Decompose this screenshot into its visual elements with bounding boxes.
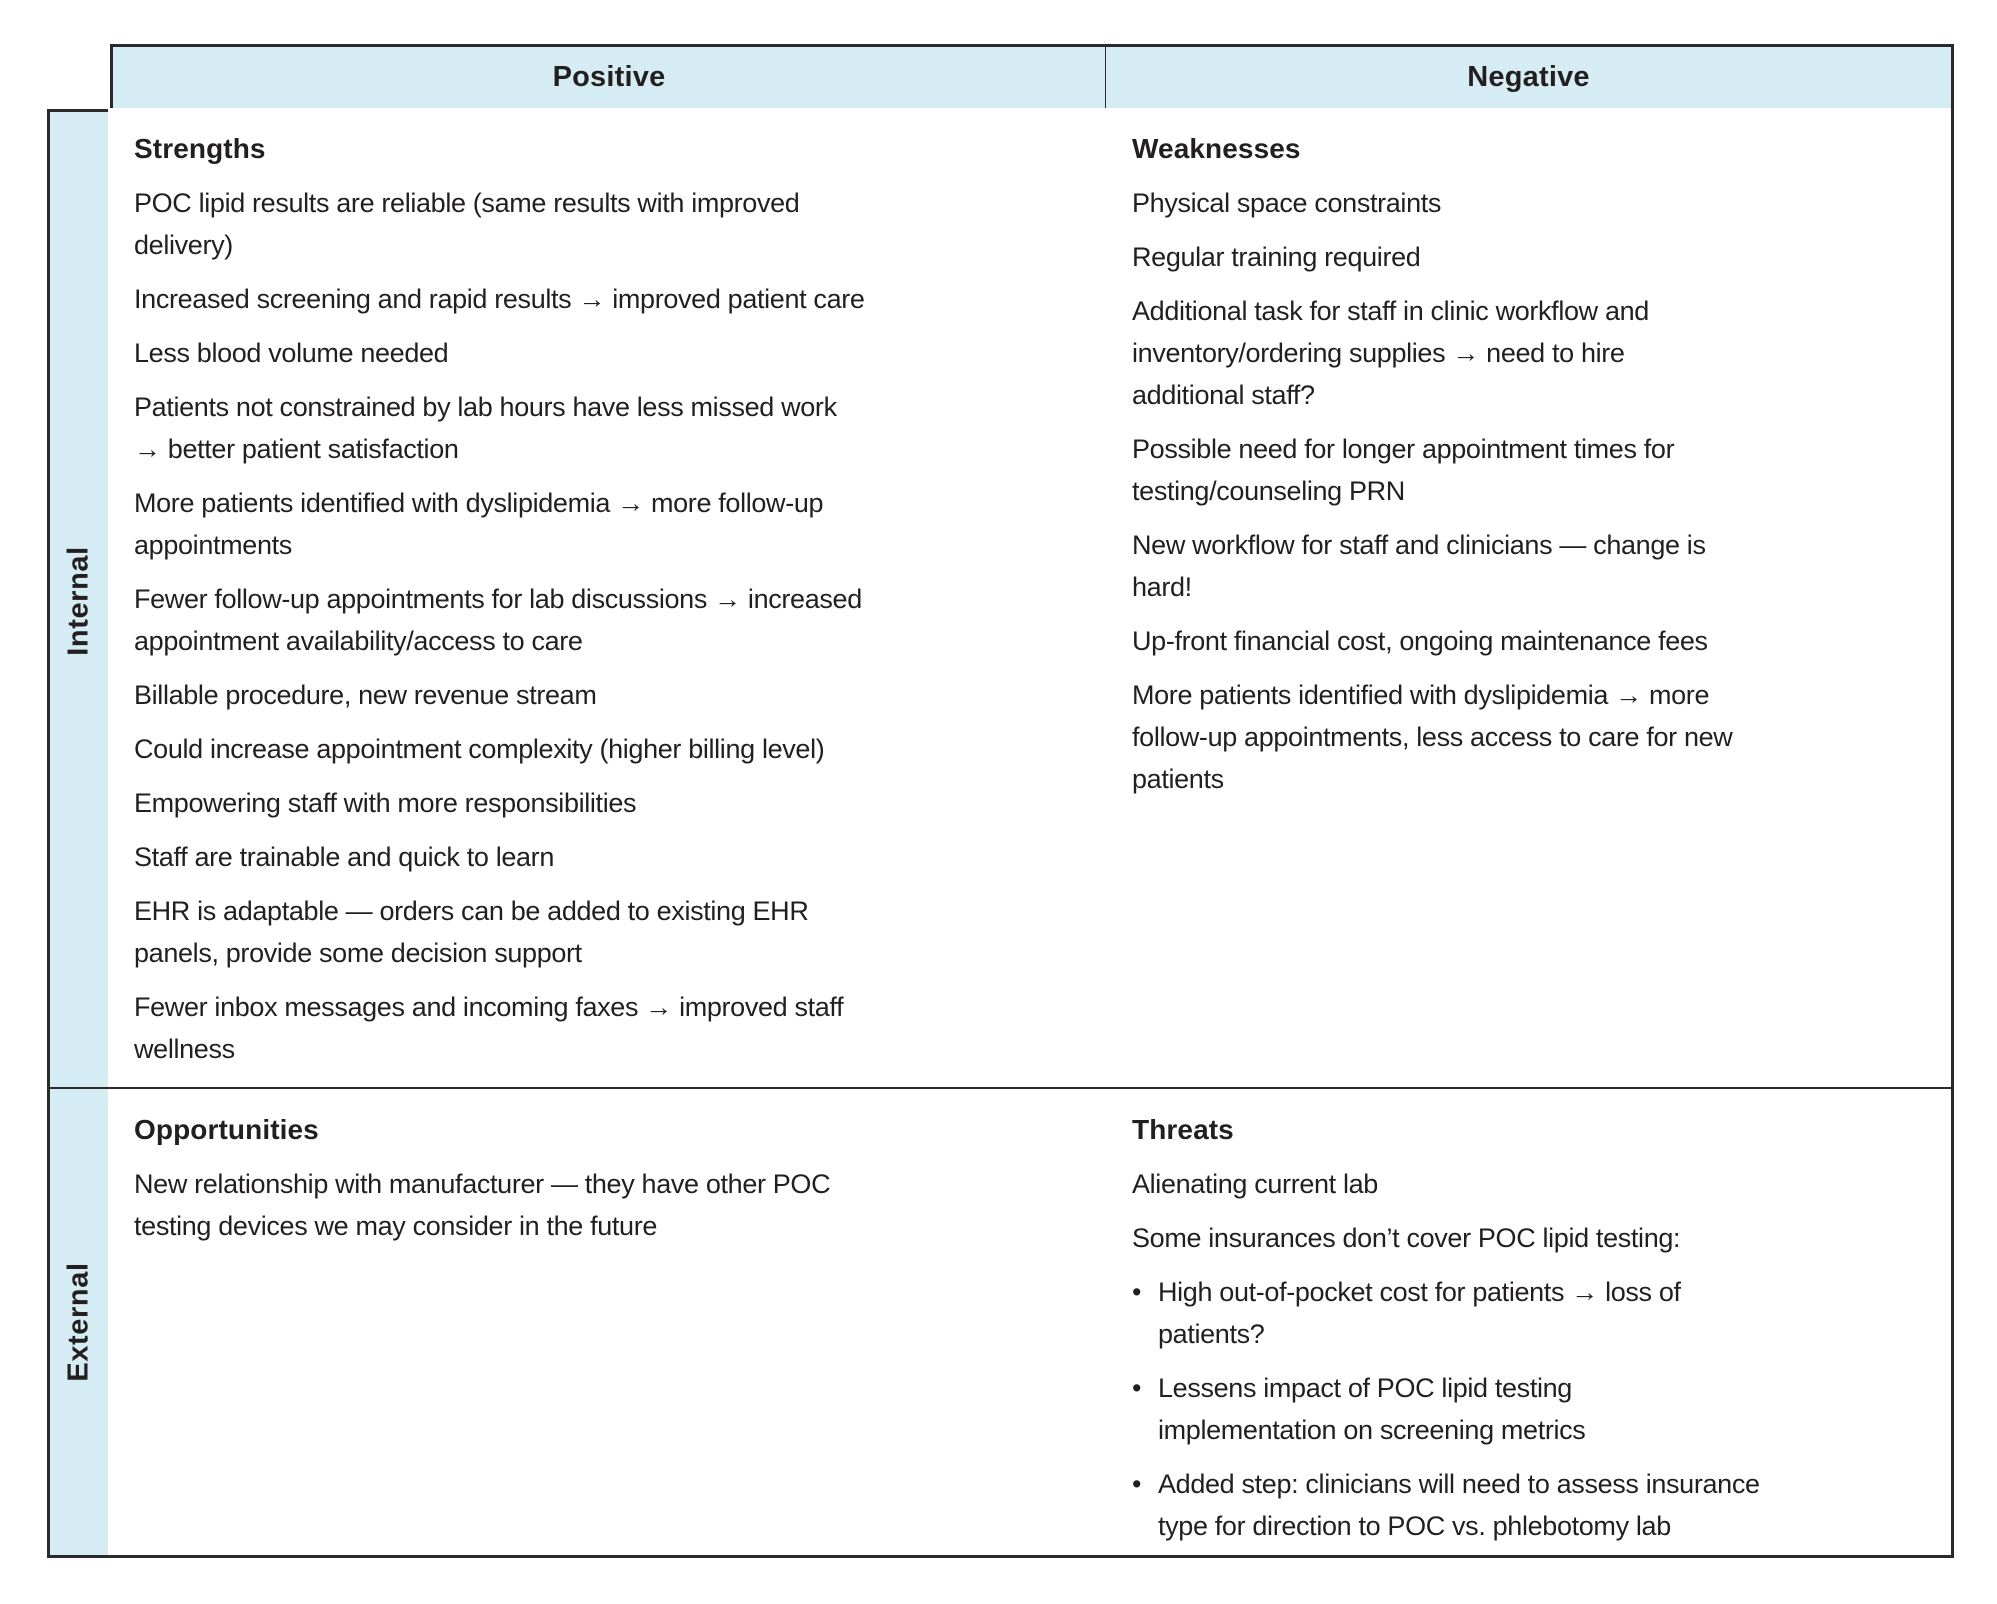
list-item-line: New workflow for staff and clinicians — change is (1132, 530, 1706, 560)
list-item-line: Up-front financial cost, ongoing maintenance fees (1132, 626, 1708, 656)
list-item (1132, 1163, 1939, 1205)
column-header-positive (110, 44, 1107, 111)
column-header-negative (1106, 44, 1954, 111)
list-item-line: New relationship with manufacturer — they have other POC (134, 1169, 831, 1199)
list-item-line: More patients identified with dyslipidemia → more follow-up (134, 488, 824, 518)
list-item-line: panels, provide some decision support (134, 938, 582, 968)
list-item (134, 332, 1094, 374)
list-item (134, 1163, 1094, 1247)
list-item (134, 782, 1094, 824)
list-item-line: wellness (134, 1034, 235, 1064)
list-item (1132, 1217, 1939, 1259)
list-item (1132, 674, 1939, 800)
list-item-line: follow-up appointments, less access to care for new (1132, 722, 1733, 752)
list-item-line: implementation on screening metrics (1158, 1415, 1586, 1445)
bullet-list-item (1132, 1463, 1939, 1547)
list-item-line: Less blood volume needed (134, 338, 449, 368)
list-item-line: EHR is adaptable — orders can be added to existing EHR (134, 896, 809, 926)
weaknesses-quadrant (1106, 108, 1954, 1089)
list-item-line: Additional task for staff in clinic workflow and (1132, 296, 1649, 326)
threats-title: Threats (1132, 1114, 1234, 1145)
list-item-line: patients? (1158, 1319, 1265, 1349)
threats-list (1132, 1163, 1939, 1259)
list-item (134, 482, 1094, 566)
weaknesses-list (1132, 182, 1939, 800)
opportunities-quadrant (108, 1087, 1108, 1558)
strengths-quadrant (108, 108, 1108, 1089)
opportunities-title: Opportunities (134, 1114, 319, 1145)
row-header-internal-label: Internal (62, 546, 95, 656)
list-item-line: testing/counseling PRN (1132, 476, 1405, 506)
list-item (134, 728, 1094, 770)
bullet-icon: • (1132, 1277, 1142, 1307)
list-item-line: Billable procedure, new revenue stream (134, 680, 597, 710)
list-item-line: appointment availability/access to care (134, 626, 583, 656)
list-item-line: Empowering staff with more responsibilities (134, 788, 637, 818)
list-item-line: Fewer follow-up appointments for lab discussions → increased (134, 584, 862, 614)
list-item-line: Added step: clinicians will need to assess insurance (1158, 1469, 1760, 1499)
threats-bullet-list (1132, 1271, 1939, 1547)
list-item-line: patients (1132, 764, 1224, 794)
list-item-line: POC lipid results are reliable (same results with improved (134, 188, 800, 218)
list-item-line: Increased screening and rapid results → improved patient care (134, 284, 865, 314)
list-item-line: Possible need for longer appointment times for (1132, 434, 1675, 464)
bullet-icon: • (1132, 1373, 1142, 1403)
bullet-icon: • (1132, 1469, 1142, 1499)
row-header-internal (47, 109, 111, 1090)
column-header-positive-label: Positive (552, 61, 666, 93)
list-item-line: type for direction to POC vs. phlebotomy lab (1158, 1511, 1671, 1541)
strengths-title: Strengths (134, 133, 266, 164)
list-item (1132, 620, 1939, 662)
list-item (134, 578, 1094, 662)
opportunities-list (134, 1163, 1094, 1247)
list-item-line: More patients identified with dyslipidemia → more (1132, 680, 1710, 710)
weaknesses-title: Weaknesses (1132, 133, 1301, 164)
list-item-line: Could increase appointment complexity (higher billing level) (134, 734, 825, 764)
list-item-line: testing devices we may consider in the future (134, 1211, 658, 1241)
list-item (134, 890, 1094, 974)
list-item-line: Lessens impact of POC lipid testing (1158, 1373, 1572, 1403)
list-item-line: → better patient satisfaction (134, 434, 459, 464)
list-item-line: Regular training required (1132, 242, 1421, 272)
bullet-list-item (1132, 1367, 1939, 1451)
list-item-line: additional staff? (1132, 380, 1315, 410)
row-header-external-label: External (62, 1262, 95, 1382)
list-item-line: Staff are trainable and quick to learn (134, 842, 554, 872)
list-item-line: Some insurances don’t cover POC lipid testing: (1132, 1223, 1681, 1253)
list-item (134, 278, 1094, 320)
list-item-line: Fewer inbox messages and incoming faxes → improved staff (134, 992, 844, 1022)
list-item-line: Alienating current lab (1132, 1169, 1378, 1199)
bullet-list-item (1132, 1271, 1939, 1355)
list-item-line: delivery) (134, 230, 233, 260)
threats-quadrant (1106, 1087, 1954, 1558)
row-header-external (47, 1087, 111, 1558)
list-item-line: High out-of-pocket cost for patients → loss of (1158, 1277, 1681, 1307)
list-item (134, 386, 1094, 470)
list-item (1132, 182, 1939, 224)
list-item (134, 182, 1094, 266)
list-item (134, 674, 1094, 716)
list-item (1132, 290, 1939, 416)
strengths-list (134, 182, 1094, 1070)
list-item-line: Physical space constraints (1132, 188, 1442, 218)
list-item-line: appointments (134, 530, 292, 560)
column-header-negative-label: Negative (1467, 61, 1590, 93)
list-item-line: hard! (1132, 572, 1192, 602)
list-item (1132, 524, 1939, 608)
list-item (134, 986, 1094, 1070)
list-item-line: inventory/ordering supplies → need to hire (1132, 338, 1625, 368)
list-item-line: Patients not constrained by lab hours have less missed work (134, 392, 837, 422)
list-item (134, 836, 1094, 878)
list-item (1132, 428, 1939, 512)
list-item (1132, 236, 1939, 278)
